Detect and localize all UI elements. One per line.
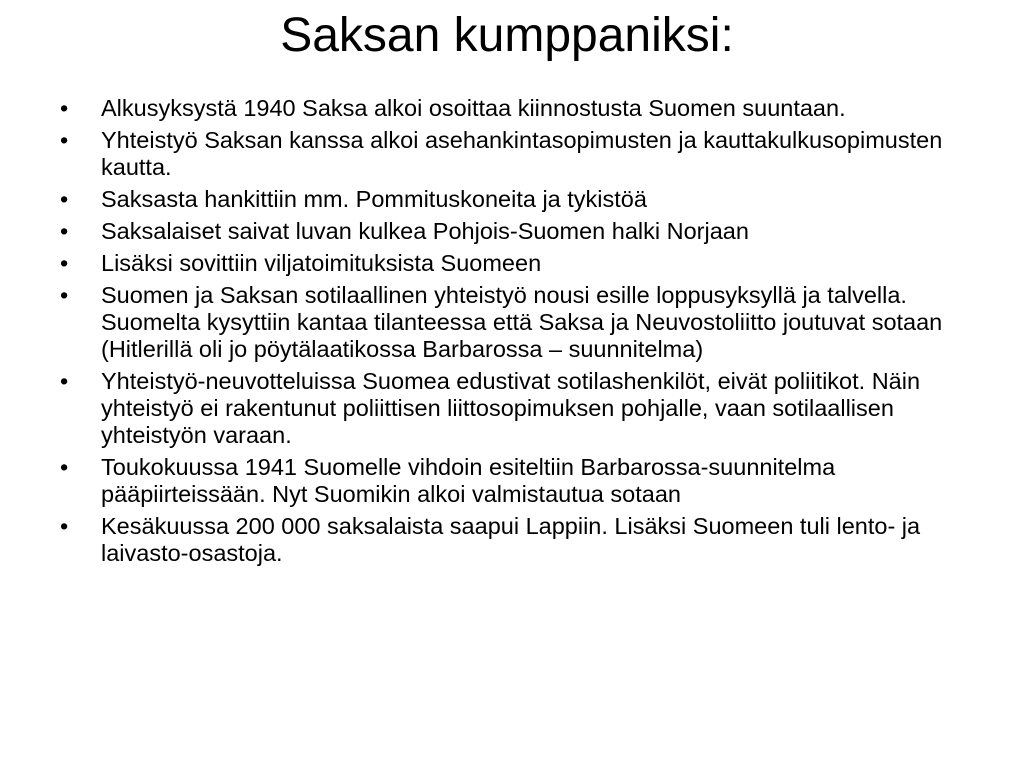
bullet-item xyxy=(58,95,958,122)
bullet-icon: • xyxy=(60,95,69,121)
bullet-text: Alkusyksystä 1940 Saksa alkoi osoittaa kiinnostusta Suomen suuntaan. xyxy=(101,95,846,121)
bullet-icon: • xyxy=(60,282,69,308)
bullet-item xyxy=(58,186,958,213)
slide-title: Saksan kumppaniksi: xyxy=(280,9,734,62)
bullet-item xyxy=(58,282,958,363)
bullet-icon: • xyxy=(60,454,69,480)
bullet-icon: • xyxy=(60,186,69,212)
bullet-item xyxy=(58,250,958,277)
bullet-item xyxy=(58,218,958,245)
bullet-text: Saksalaiset saivat luvan kulkea Pohjois-Suomen halki Norjaan xyxy=(101,218,749,244)
bullet-item xyxy=(58,454,958,508)
bullet-icon: • xyxy=(60,127,69,153)
bullet-text: Yhteistyö-neuvotteluissa Suomea edustivat sotilashenkilöt, eivät poliitikot. Näin yhteistyö ei rakentunut poliittisen liittosopimuksen pohjalle, vaan sotilaallisen yhteistyön varaan. xyxy=(101,368,921,448)
bullet-icon: • xyxy=(60,513,69,539)
bullet-item xyxy=(58,127,958,181)
bullet-text: Lisäksi sovittiin viljatoimituksista Suomeen xyxy=(101,250,542,276)
bullet-text: Kesäkuussa 200 000 saksalaista saapui Lappiin. Lisäksi Suomeen tuli lento- ja laivasto-osastoja. xyxy=(101,513,921,566)
bullet-text: Yhteistyö Saksan kanssa alkoi asehankintasopimusten ja kauttakulkusopimusten kautta. xyxy=(101,127,943,180)
bullet-text: Toukokuussa 1941 Suomelle vihdoin esiteltiin Barbarossa-suunnitelma pääpiirteissään. Nyt Suomikin alkoi valmistautua sotaan xyxy=(101,454,836,507)
bullet-text: Saksasta hankittiin mm. Pommituskoneita ja tykistöä xyxy=(101,186,647,212)
bullet-list xyxy=(58,95,958,572)
bullet-item xyxy=(58,368,958,449)
bullet-icon: • xyxy=(60,250,69,276)
bullet-icon: • xyxy=(60,218,69,244)
bullet-text: Suomen ja Saksan sotilaallinen yhteistyö nousi esille loppusyksyllä ja talvella. Suomelta kysyttiin kantaa tilanteessa että Saksa ja Neuvostoliitto joutuvat sotaan (Hitlerillä oli jo pöytälaatikossa Barbarossa – suunnitelma) xyxy=(101,282,943,362)
bullet-item xyxy=(58,513,958,567)
bullet-icon: • xyxy=(60,368,69,394)
